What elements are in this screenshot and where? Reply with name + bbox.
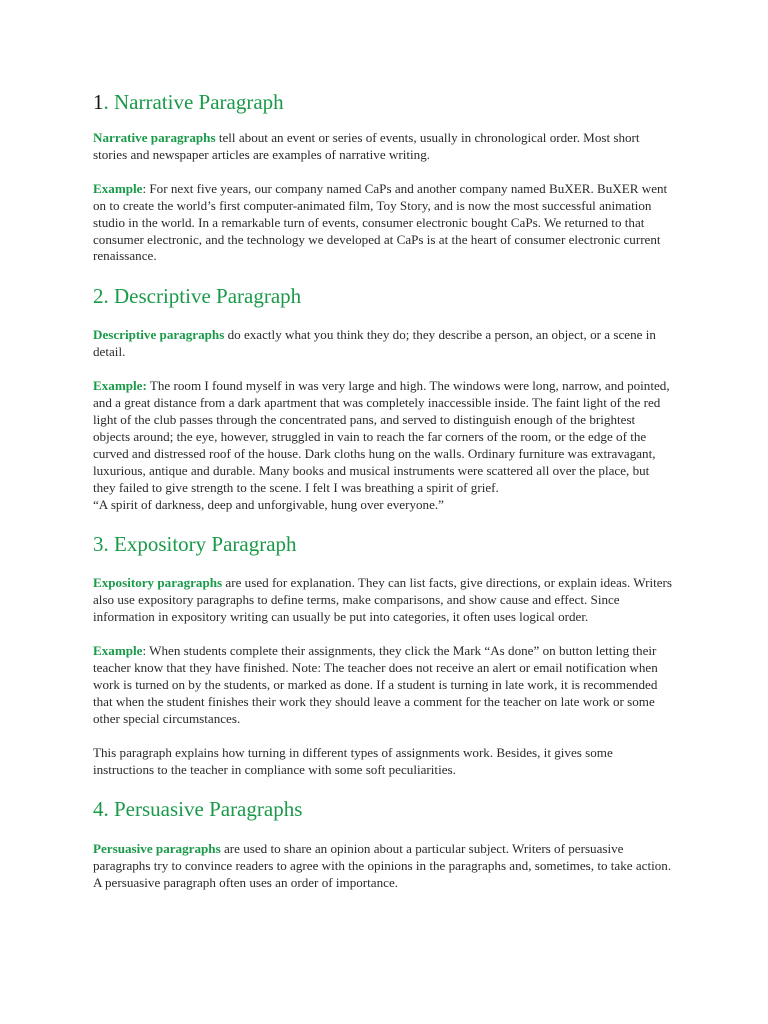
example-quote: “A spirit of darkness, deep and unforgivable, hung over everyone.” bbox=[93, 496, 444, 512]
section-intro bbox=[93, 327, 675, 361]
section-note: This paragraph explains how turning in different types of assignments work. Besides, it gives some instructions to the teacher in compliance with some soft peculiarities. bbox=[93, 744, 613, 777]
section-intro bbox=[93, 130, 675, 164]
intro-lead-term: Narrative paragraphs bbox=[93, 130, 216, 145]
intro-text: are used to share an opinion about a particular subject. Writers of persuasive paragraphs try to convince readers to agree with the opinions in the paragraphs and, sometimes, to take action. A persuasive paragraph often uses an order of importance. bbox=[93, 841, 672, 891]
example-text: The room I found myself in was very large and high. The windows were long, narrow, and pointed, and a great distance from a dark apartment that was completely inaccessible inside. The faint light of the red light of the club passes through the concentrated pans, and served to distinguish enough of the brightest objects around; the eye, however, struggled in vain to reach the far corners of the room, or the edge of the curved and distressed roof of the house. Dark cloths hung on the walls. Ordinary furniture was extravagant, luxurious, antique and durable. Many books and musical instruments were scattered all over the place, but they failed to give strength to the scene. I felt I was breathing a spirit of grief. bbox=[93, 378, 670, 495]
example-label: Example: bbox=[93, 378, 147, 394]
section-example bbox=[93, 181, 675, 266]
example-label: Example bbox=[93, 180, 143, 196]
section-title: Descriptive Paragraph bbox=[114, 284, 302, 309]
intro-text: are used for explanation. They can list facts, give directions, or explain ideas. Writers also use expository paragraphs to define terms, make comparisons, and show cause and effect. Since information in expository writing can usually be put into categories, it often uses logical order. bbox=[93, 575, 672, 625]
document-page bbox=[93, 86, 675, 892]
intro-text: do exactly what you think they do; they describe a person, an object, or a scene in detail. bbox=[93, 327, 656, 360]
section-number: 2. bbox=[93, 284, 114, 309]
section-heading-persuasive bbox=[93, 795, 675, 823]
section-example bbox=[93, 643, 675, 728]
intro-text: tell about an event or series of events, usually in chronological order. Most short stories and newspaper articles are examples of narrative writing. bbox=[93, 130, 640, 162]
section-number: 1 bbox=[93, 90, 104, 114]
intro-lead-term: Expository paragraphs bbox=[93, 575, 223, 591]
intro-lead-term: Descriptive paragraphs bbox=[93, 327, 225, 343]
section-intro bbox=[93, 575, 675, 626]
section-title: Persuasive Paragraphs bbox=[114, 797, 303, 822]
example-text: : For next five years, our company named CaPs and another company named BuXER. BuXER went on to create the world’s first computer-animated film, Toy Story, and is now the most successful animation studio in the world. In a remarkable turn of events, consumer electronic bought CaPs. We returned to that consumer electronic, and the technology we developed at CaPs is at the heart of consumer electronic current renaissance. bbox=[93, 180, 668, 264]
intro-lead-term: Persuasive paragraphs bbox=[93, 841, 221, 857]
section-title: Expository Paragraph bbox=[114, 532, 297, 557]
example-text: : When students complete their assignments, they click the Mark “As done” on button letting their teacher know that they have finished. Note: The teacher does not receive an alert or email notification when work is turned on by the students, or marked as done. If a student is turning in late work, it is recommended that when the student finishes their work they should leave a comment for the teacher on late work or some other special circumstances. bbox=[93, 643, 658, 726]
section-example bbox=[93, 378, 675, 513]
section-heading-narrative bbox=[93, 88, 675, 116]
section-number: 4. bbox=[93, 797, 114, 822]
section-number-punct: . bbox=[103, 90, 109, 114]
section-heading-descriptive bbox=[93, 282, 675, 310]
section-intro bbox=[93, 841, 675, 892]
example-label: Example bbox=[93, 643, 143, 659]
section-number: 3. bbox=[93, 532, 114, 557]
section-title: Narrative Paragraph bbox=[114, 90, 284, 114]
section-heading-expository bbox=[93, 530, 675, 558]
